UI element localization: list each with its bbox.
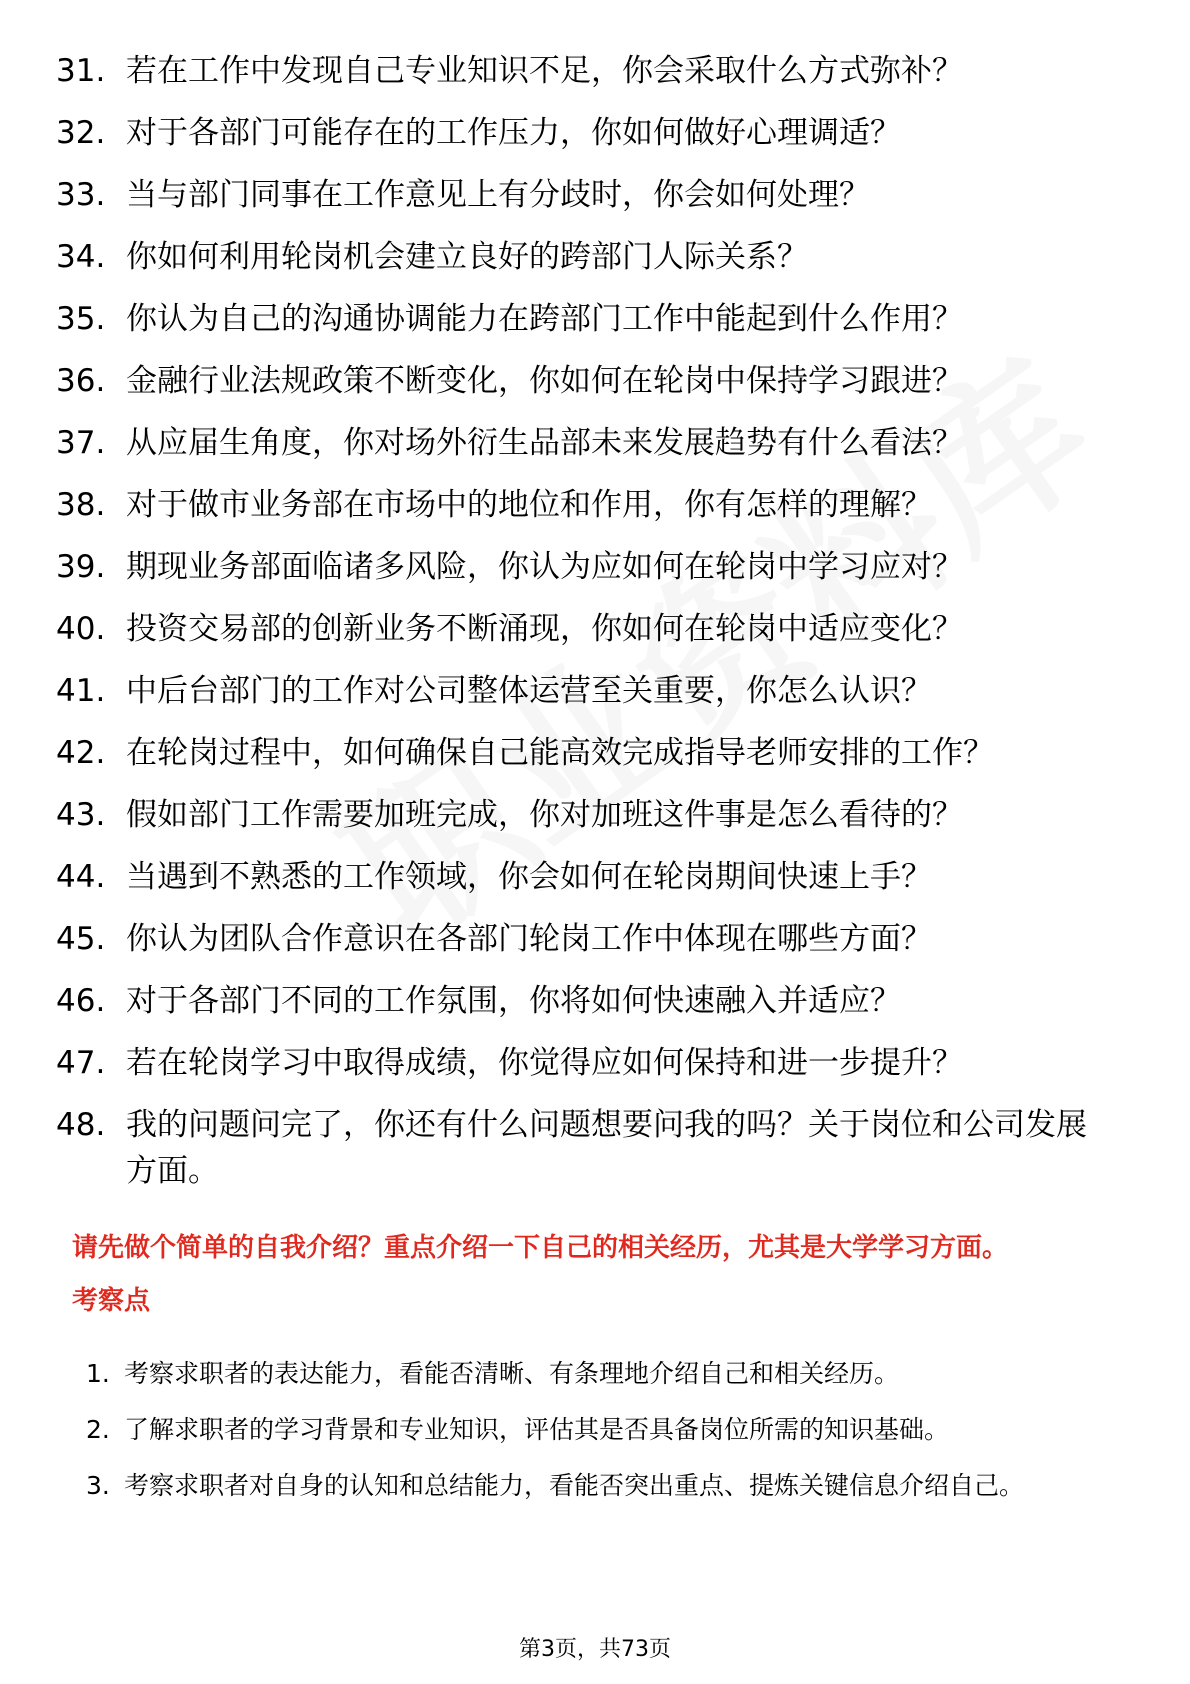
item-text: 对于各部门不同的工作氛围，你将如何快速融入并适应？	[126, 983, 901, 1019]
item-number: 1.	[86, 1359, 110, 1388]
list-item	[56, 916, 1116, 962]
item-text: 你如何利用轮岗机会建立良好的跨部门人际关系？	[126, 239, 808, 275]
item-text: 从应届生角度，你对场外衍生品部未来发展趋势有什么看法？	[126, 425, 963, 461]
item-text: 若在轮岗学习中取得成绩，你觉得应如何保持和进一步提升？	[126, 1045, 963, 1081]
item-text: 若在工作中发现自己专业知识不足，你会采取什么方式弥补？	[126, 53, 963, 89]
item-text: 对于做市业务部在市场中的地位和作用，你有怎样的理解？	[126, 487, 932, 523]
list-item	[56, 48, 1116, 94]
item-number: 48.	[56, 1107, 106, 1143]
item-number: 38.	[56, 487, 106, 523]
item-text: 你认为团队合作意识在各部门轮岗工作中体现在哪些方面？	[126, 921, 932, 957]
item-text: 在轮岗过程中，如何确保自己能高效完成指导老师安排的工作？	[126, 735, 994, 771]
list-item	[56, 978, 1116, 1024]
item-text: 了解求职者的学习背景和专业知识，评估其是否具备岗位所需的知识基础。	[124, 1415, 950, 1444]
item-number: 43.	[56, 797, 106, 833]
list-item	[86, 1402, 1126, 1458]
item-number: 34.	[56, 239, 106, 275]
item-text: 假如部门工作需要加班完成，你对加班这件事是怎么看待的？	[126, 797, 963, 833]
item-number: 41.	[56, 673, 106, 709]
list-item	[56, 358, 1116, 404]
list-item	[56, 420, 1116, 466]
list-item	[56, 792, 1116, 838]
list-item	[56, 296, 1116, 342]
list-item	[56, 1040, 1116, 1086]
item-number: 33.	[56, 177, 106, 213]
item-number: 37.	[56, 425, 106, 461]
highlight-question: 请先做个简单的自我介绍？重点介绍一下自己的相关经历，尤其是大学学习方面。	[72, 1233, 1009, 1263]
item-number: 35.	[56, 301, 106, 337]
item-number: 45.	[56, 921, 106, 957]
item-number: 39.	[56, 549, 106, 585]
item-number: 47.	[56, 1045, 106, 1081]
item-text: 你认为自己的沟通协调能力在跨部门工作中能起到什么作用？	[126, 301, 963, 337]
list-item	[56, 482, 1116, 528]
item-text: 金融行业法规政策不断变化，你如何在轮岗中保持学习跟进？	[126, 363, 963, 399]
page-footer: 第3页，共73页	[519, 1637, 671, 1662]
list-item	[56, 172, 1116, 218]
item-number: 36.	[56, 363, 106, 399]
section-title: 考察点	[72, 1286, 151, 1316]
item-number: 2.	[86, 1415, 110, 1444]
item-number: 40.	[56, 611, 106, 647]
item-number: 44.	[56, 859, 106, 895]
item-text: 当遇到不熟悉的工作领域，你会如何在轮岗期间快速上手？	[126, 859, 932, 895]
item-text: 当与部门同事在工作意见上有分歧时，你会如何处理？	[126, 177, 870, 213]
item-number: 32.	[56, 115, 106, 151]
item-text: 投资交易部的创新业务不断涌现，你如何在轮岗中适应变化？	[126, 611, 963, 647]
list-item	[56, 234, 1116, 280]
item-text: 考察求职者对自身的认知和总结能力，看能否突出重点、提炼关键信息介绍自己。	[124, 1471, 1025, 1500]
list-item	[86, 1458, 1126, 1514]
assessment-points	[86, 1346, 1126, 1514]
question-list	[56, 48, 1116, 1210]
item-text: 对于各部门可能存在的工作压力，你如何做好心理调适？	[126, 115, 901, 151]
list-item	[56, 668, 1116, 714]
list-item	[56, 1102, 1116, 1194]
item-text: 考察求职者的表达能力，看能否清晰、有条理地介绍自己和相关经历。	[124, 1359, 900, 1388]
item-text: 期现业务部面临诸多风险，你认为应如何在轮岗中学习应对？	[126, 549, 963, 585]
list-item	[86, 1346, 1126, 1402]
list-item	[56, 854, 1116, 900]
list-item	[56, 606, 1116, 652]
item-number: 3.	[86, 1471, 110, 1500]
item-number: 31.	[56, 53, 106, 89]
list-item	[56, 544, 1116, 590]
item-number: 42.	[56, 735, 106, 771]
list-item	[56, 730, 1116, 776]
list-item	[56, 110, 1116, 156]
item-text: 我的问题问完了，你还有什么问题想要问我的吗？关于岗位和公司发展方面。	[126, 1107, 1087, 1189]
item-text: 中后台部门的工作对公司整体运营至关重要，你怎么认识？	[126, 673, 932, 709]
item-number: 46.	[56, 983, 106, 1019]
